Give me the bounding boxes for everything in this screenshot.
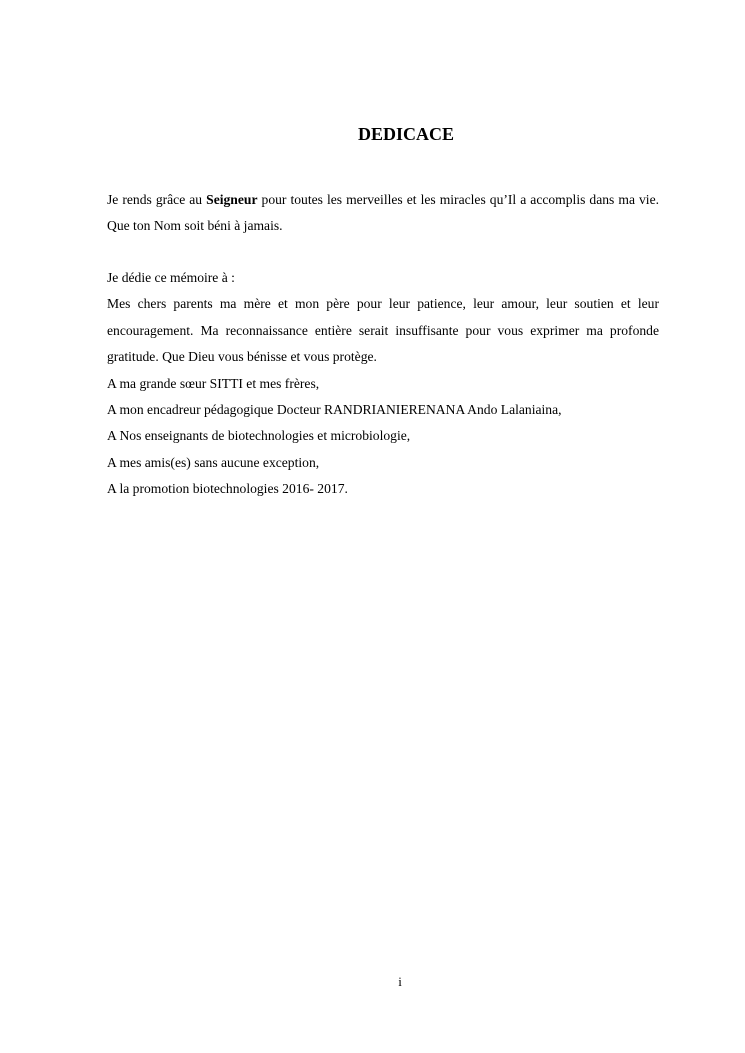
thanks-paragraph (107, 187, 659, 240)
parents-paragraph: Mes chers parents ma mère et mon père pour leur patience, leur amour, leur soutien et leur encouragement. Ma reconnaissance entière serait insuffisante pour vous exprimer ma profonde gratitude. Que Dieu vous bénisse et vous protège. (107, 296, 659, 365)
dedication-line: A mes amis(es) sans aucune exception, (107, 454, 320, 470)
dedication-line: A mon encadreur pédagogique Docteur RANDRIANIERENANA Ando Lalaniaina, (107, 402, 562, 418)
thanks-emphasis: Seigneur (206, 192, 258, 207)
page-title: DEDICACE (357, 124, 454, 144)
page-number: i (398, 974, 402, 989)
dedication-section (107, 265, 659, 503)
thanks-text-start: Je rends grâce au (107, 192, 207, 207)
dedication-line: A la promotion biotechnologies 2016- 2017. (107, 481, 348, 497)
dedication-line: A Nos enseignants de biotechnologies et microbiologie, (107, 428, 411, 444)
dedication-line: A ma grande sœur SITTI et mes frères, (107, 375, 320, 391)
dedication-intro: Je dédie ce mémoire à : (107, 270, 235, 285)
thanks-text-end: pour toutes les merveilles et les miracles qu’Il a accomplis dans ma vie. Que ton Nom soit béni à jamais. (107, 192, 660, 234)
